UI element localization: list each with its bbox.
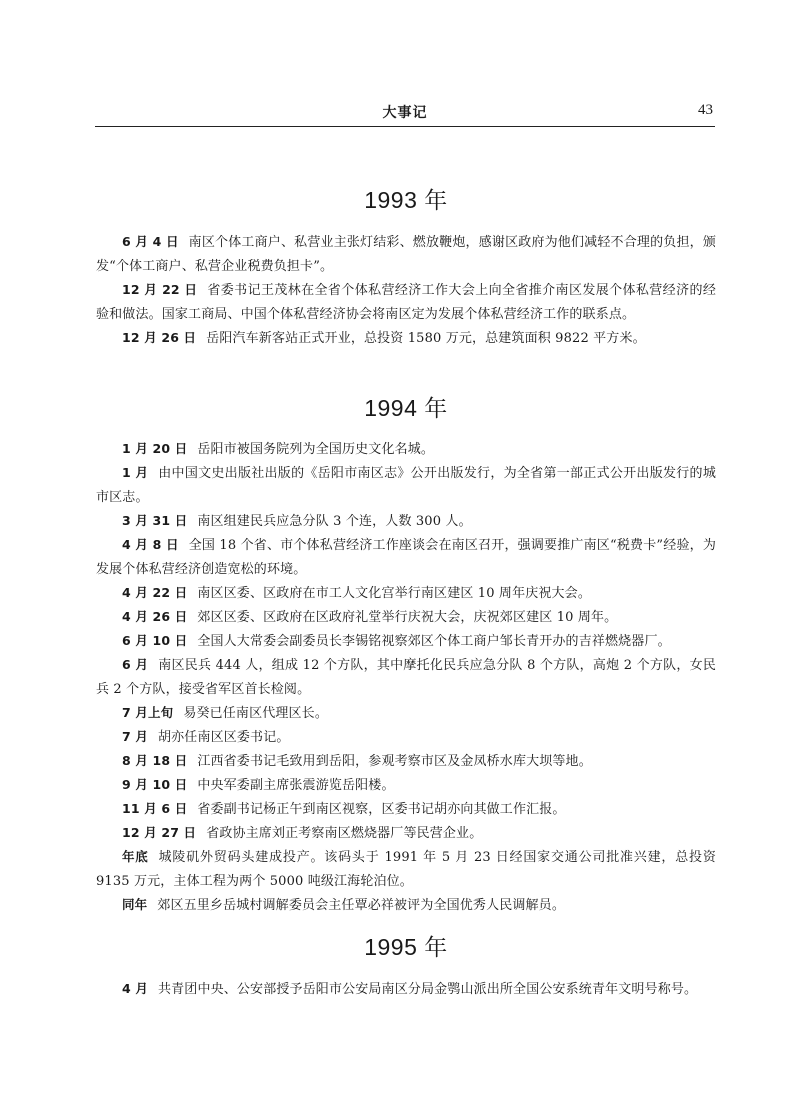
event-entry — [96, 230, 716, 279]
running-header — [95, 100, 715, 124]
header-rule — [95, 126, 715, 127]
event-date: 12 月 26 日 — [122, 330, 197, 345]
event-date: 1 月 — [122, 465, 149, 480]
event-entry — [96, 605, 716, 630]
event-entry — [96, 533, 716, 582]
event-date: 7 月上旬 — [122, 705, 174, 720]
event-text: 南区民兵 444 人，组成 12 个方队，其中摩托化民兵应急分队 8 个方队，高炮 2 个方队，女民兵 2 个方队，接受省军区首长检阅。 — [96, 658, 716, 697]
event-date: 12 月 22 日 — [122, 282, 198, 297]
event-date: 12 月 27 日 — [122, 825, 197, 840]
event-entry — [96, 653, 716, 702]
event-text: 胡亦任南区区委书记。 — [158, 730, 290, 745]
event-text: 省委副书记杨正午到南区视察，区委书记胡亦向其做工作汇报。 — [197, 802, 566, 817]
event-date: 6 月 4 日 — [122, 234, 179, 249]
event-entry — [96, 509, 716, 534]
event-text: 全国 18 个省、市个体私营经济工作座谈会在南区召开，强调要推广南区“税费卡”经验，为发展个体私营经济创造宽松的环境。 — [96, 538, 716, 577]
event-entry — [96, 977, 716, 1002]
event-entry — [96, 461, 716, 510]
event-entry — [96, 629, 716, 654]
event-date: 8 月 18 日 — [122, 753, 188, 768]
year-heading-1995: 1995 年 — [364, 934, 448, 960]
event-entry — [96, 749, 716, 774]
event-entry — [96, 893, 716, 918]
event-date: 4 月 26 日 — [122, 609, 188, 624]
event-date: 3 月 31 日 — [122, 513, 188, 528]
event-date: 同年 — [122, 897, 148, 912]
event-text: 省政协主席刘正考察南区燃烧器厂等民营企业。 — [206, 826, 483, 841]
event-text: 岳阳汽车新客站正式开业，总投资 1580 万元，总建筑面积 9822 平方米。 — [206, 331, 646, 346]
event-entry — [96, 326, 716, 351]
event-text: 中央军委副主席张震游览岳阳楼。 — [197, 778, 395, 793]
event-date: 年底 — [122, 849, 149, 864]
event-entry — [96, 773, 716, 798]
event-entry — [96, 797, 716, 822]
event-text: 由中国文史出版社出版的《岳阳市南区志》公开出版发行，为全省第一部正式公开出版发行的城市区志。 — [96, 466, 716, 505]
event-text: 全国人大常委会副委员长李锡铭视察郊区个体工商户邹长青开办的吉祥燃烧器厂。 — [197, 634, 671, 649]
event-date: 4 月 8 日 — [122, 537, 179, 552]
year-heading-1993: 1993 年 — [364, 187, 448, 213]
event-date: 11 月 6 日 — [122, 801, 188, 816]
event-entry — [96, 845, 716, 894]
event-text: 城陵矶外贸码头建成投产。该码头于 1991 年 5 月 23 日经国家交通公司批准兴建，总投资 9135 万元，主体工程为两个 5000 吨级江海轮泊位。 — [96, 850, 716, 889]
event-text: 岳阳市被国务院列为全国历史文化名城。 — [197, 442, 435, 457]
event-date: 9 月 10 日 — [122, 777, 188, 792]
event-text: 南区个体工商户、私营业主张灯结彩、燃放鞭炮，感谢区政府为他们减轻不合理的负担，颁发“个体工商户、私营企业税费负担卡”。 — [96, 235, 716, 274]
event-date: 1 月 20 日 — [122, 441, 188, 456]
event-text: 江西省委书记毛致用到岳阳，参观考察市区及金凤桥水库大坝等地。 — [197, 754, 592, 769]
event-date: 6 月 — [122, 657, 149, 672]
event-text: 南区组建民兵应急分队 3 个连，人数 300 人。 — [197, 514, 472, 529]
year-heading-1994: 1994 年 — [364, 395, 448, 421]
event-text: 共青团中央、公安部授予岳阳市公安局南区分局金鹗山派出所全国公安系统青年文明号称号。 — [158, 982, 698, 997]
event-entry — [96, 701, 716, 726]
event-entry — [96, 725, 716, 750]
event-text: 南区区委、区政府在市工人文化宫举行南区建区 10 周年庆祝大会。 — [197, 586, 591, 601]
event-date: 4 月 — [122, 981, 148, 996]
chapter-title: 大事记 — [382, 105, 428, 121]
event-entry — [96, 821, 716, 846]
event-date: 7 月 — [122, 729, 148, 744]
event-date: 4 月 22 日 — [122, 585, 188, 600]
event-date: 6 月 10 日 — [122, 633, 188, 648]
event-text: 省委书记王茂林在全省个体私营经济工作大会上向全省推介南区发展个体私营经济的经验和做法。国家工商局、中国个体私营经济协会将南区定为发展个体私营经济工作的联系点。 — [96, 283, 716, 322]
event-text: 郊区五里乡岳城村调解委员会主任覃必祥被评为全国优秀人民调解员。 — [157, 898, 565, 913]
event-entry — [96, 278, 716, 327]
event-text: 郊区区委、区政府在区政府礼堂举行庆祝大会，庆祝郊区建区 10 周年。 — [197, 610, 618, 625]
page-number: 43 — [698, 102, 713, 118]
event-text: 易癸已任南区代理区长。 — [183, 706, 328, 721]
event-entry — [96, 581, 716, 606]
event-entry — [96, 437, 716, 462]
